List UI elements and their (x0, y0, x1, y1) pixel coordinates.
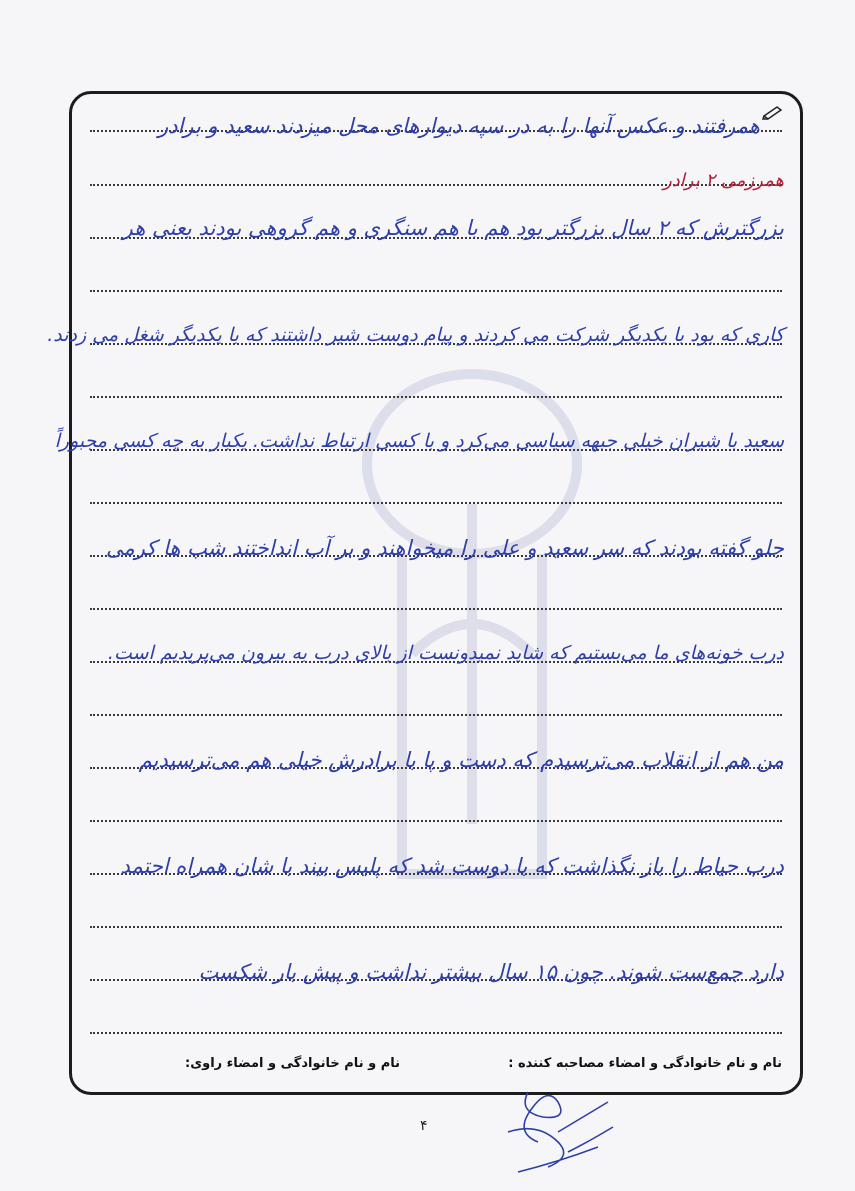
page-frame (47, 91, 803, 1095)
page-number: ۴ (420, 1118, 428, 1134)
handwritten-line: کاری که بود با یکدیگر شرکت می کردند و پیام دوست شیر داشتند که با یکدیگر شغل می زدند. (47, 324, 784, 346)
writing-rule (90, 714, 782, 716)
writing-rule (90, 290, 782, 292)
handwritten-line: بزرگترش که ۲ سال بزرگتر بود هم با هم سنگری و هم گروهی بودند یعنی هر (122, 216, 784, 240)
pen-icon (762, 104, 784, 120)
handwritten-line: من هم از انقلاب می‌ترسیدم که دست و پا با برادرش خیلی هم می‌ترسیدیم (138, 748, 784, 772)
writing-rule (90, 1032, 782, 1034)
handwritten-insertion: همرزمی ۲ برادر (663, 170, 784, 191)
handwritten-line: جلو گفته بودند که سر سعید و علی را میخواهند و بر آب انداختند شب ها کرمی (105, 536, 784, 560)
handwritten-signature (488, 1072, 628, 1182)
writing-rule (90, 820, 782, 822)
signature-footer (90, 1056, 782, 1082)
handwritten-line: دارد جمع‌ست شوند. چون ۱۵ سال بیشتر نداشت و پیش بار شکست (198, 960, 784, 984)
handwritten-line: درب خونه‌های ما می‌بستیم که شاید نمیدونست از بالای درب به بیرون می‌پریدیم است. (107, 642, 784, 664)
narrator-signature-label: نام و نام خانوادگی و امضاء راوی: (185, 1056, 400, 1071)
writing-rule (90, 396, 782, 398)
handwritten-line: سعید با شیران خیلی جبهه سیاسی می‌کرد و با کسی ارتباط نداشت. یکبار به چه کسی مجبوراً (54, 430, 784, 452)
handwritten-line: درب حیاط را باز نگذاشت که با دوست شد که پلیس بیند با شان همراه احتمد (120, 854, 784, 878)
writing-rule (90, 502, 782, 504)
interviewer-signature-label: نام و نام خانوادگی و امضاء مصاحبه کننده : (508, 1056, 782, 1071)
handwritten-line: همرفتند و عکس آنها را به در سپه دیوارهای محل میزدند سعید و برادر (158, 114, 760, 138)
writing-rule (90, 926, 782, 928)
writing-rule (90, 608, 782, 610)
